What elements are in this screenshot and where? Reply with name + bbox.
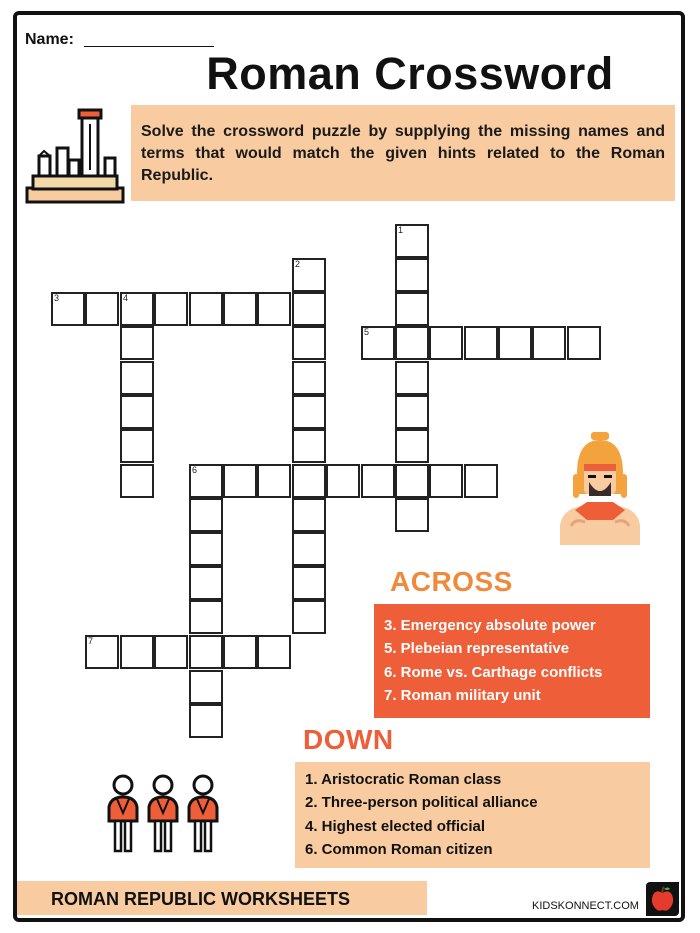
crossword-cell[interactable] [189, 635, 223, 669]
crossword-cell[interactable] [189, 600, 223, 634]
crossword-cell[interactable] [120, 464, 154, 498]
down-heading: DOWN [303, 724, 394, 755]
crossword-cell[interactable] [257, 292, 291, 326]
across-heading: ACROSS [390, 566, 513, 597]
crossword-cell[interactable] [395, 361, 429, 395]
crossword-cell[interactable] [223, 292, 257, 326]
down-clues-box [295, 762, 650, 868]
crossword-cell[interactable] [85, 292, 119, 326]
instructions-box: Solve the crossword puzzle by supplying the missing names and terms that would match the given hints related to the Roman Republic. [131, 105, 675, 201]
crossword-cell[interactable] [223, 635, 257, 669]
crossword-cell[interactable] [189, 498, 223, 532]
crossword-cell[interactable] [189, 292, 223, 326]
crossword-cell[interactable] [120, 395, 154, 429]
crossword-cell[interactable] [292, 532, 326, 566]
clue-number-1: 1 [398, 225, 404, 235]
across-clue: 3. Emergency absolute power [384, 617, 596, 634]
crossword-cell[interactable] [429, 464, 463, 498]
crossword-cell[interactable] [464, 326, 498, 360]
crossword-cell[interactable] [567, 326, 601, 360]
crossword-cell[interactable] [189, 532, 223, 566]
crossword-cell[interactable] [257, 464, 291, 498]
across-clue: 7. Roman military unit [384, 686, 541, 704]
page-title: Roman Crossword [206, 48, 614, 99]
crossword-cell[interactable] [292, 326, 326, 360]
crossword-cell[interactable] [292, 600, 326, 634]
crossword-cell[interactable] [361, 464, 395, 498]
crossword-cell[interactable] [292, 292, 326, 326]
crossword-cell[interactable] [532, 326, 566, 360]
crossword-cell[interactable] [257, 635, 291, 669]
crossword-cell[interactable] [429, 326, 463, 360]
crossword-cell[interactable] [154, 292, 188, 326]
crossword-cell[interactable] [395, 292, 429, 326]
crossword-cell[interactable] [120, 635, 154, 669]
across-clues-box [374, 604, 650, 718]
crossword-cell[interactable] [120, 326, 154, 360]
crossword-cell[interactable] [189, 670, 223, 704]
crossword-cell[interactable] [464, 464, 498, 498]
crossword-cell[interactable] [120, 429, 154, 463]
crossword-cell[interactable] [292, 361, 326, 395]
down-clue: 1. Aristocratic Roman class [305, 771, 502, 788]
across-clue: 5. Plebeian representative [384, 640, 570, 658]
crossword-cell[interactable] [498, 326, 532, 360]
crossword-cell[interactable] [120, 361, 154, 395]
name-label: Name: [25, 31, 74, 48]
apple-icon [646, 882, 679, 916]
crossword-cell[interactable] [292, 395, 326, 429]
clue-number-3: 3 [54, 293, 60, 303]
down-clue: 4. Highest elected official [305, 817, 486, 835]
down-clue: 6. Common Roman citizen [305, 840, 493, 858]
crossword-cell[interactable] [326, 464, 360, 498]
crossword-cell[interactable] [292, 429, 326, 463]
footer-banner: ROMAN REPUBLIC WORKSHEETS [17, 881, 427, 915]
footer-site: KIDSKONNECT.COM [532, 900, 639, 912]
clue-number-6: 6 [192, 465, 198, 475]
crossword-cell[interactable] [395, 464, 429, 498]
crossword-cell[interactable] [154, 635, 188, 669]
roman-citizens-icon [103, 773, 223, 855]
apple-badge [646, 882, 679, 916]
crossword-cell[interactable] [395, 258, 429, 292]
ruins-column-icon [25, 104, 125, 204]
crossword-cell[interactable] [189, 566, 223, 600]
clue-number-4: 4 [123, 293, 129, 303]
crossword-cell[interactable] [292, 566, 326, 600]
crossword-cell[interactable] [189, 704, 223, 738]
crossword-cell[interactable] [395, 395, 429, 429]
down-clue: 2. Three-person political alliance [305, 794, 538, 812]
crossword-cell[interactable] [223, 464, 257, 498]
clue-number-5: 5 [364, 327, 370, 337]
gladiator-helmet-icon [555, 430, 645, 545]
clue-number-7: 7 [88, 636, 94, 646]
clue-number-2: 2 [295, 259, 301, 269]
crossword-cell[interactable] [395, 429, 429, 463]
crossword-cell[interactable] [395, 498, 429, 532]
crossword-cell[interactable] [292, 464, 326, 498]
crossword-cell[interactable] [395, 326, 429, 360]
across-clue: 6. Rome vs. Carthage conflicts [384, 663, 603, 681]
crossword-cell[interactable] [292, 498, 326, 532]
